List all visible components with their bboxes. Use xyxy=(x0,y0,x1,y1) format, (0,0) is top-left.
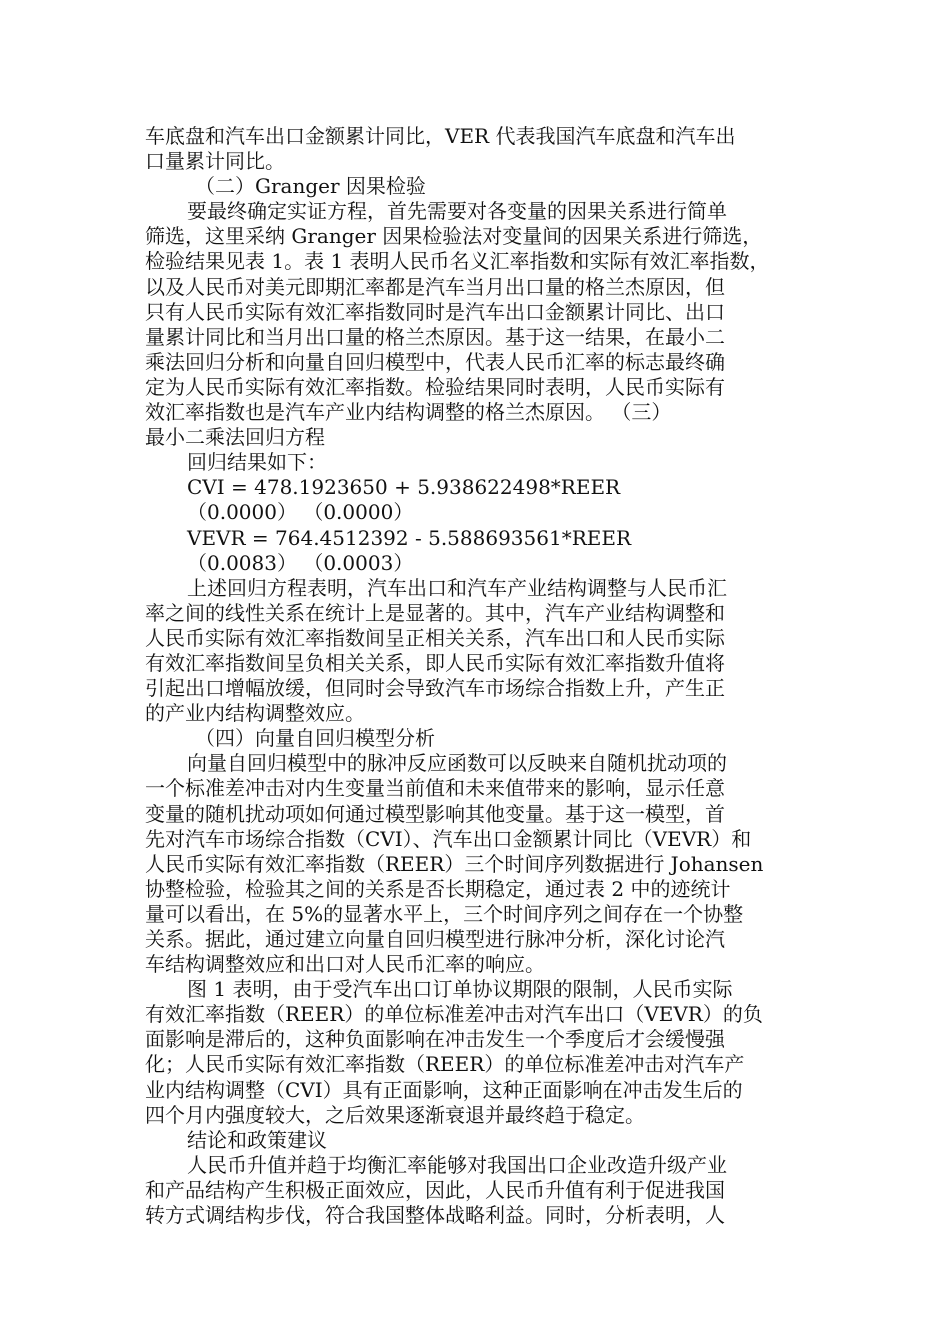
text-line: 引起出口增幅放缓，但同时会导致汽车市场综合指数上升，产生正 xyxy=(145,676,725,701)
text-line: 业内结构调整（CVI）具有正面影响，这种正面影响在冲击发生后的 xyxy=(145,1077,743,1102)
text-line: 有效汇率指数间呈负相关关系，即人民币实际有效汇率指数升值将 xyxy=(145,650,725,675)
text-line: 图 1 表明，由于受汽车出口订单协议期限的限制，人民币实际 xyxy=(187,977,733,1002)
text-line: 口量累计同比。 xyxy=(145,149,285,174)
text-line: 和产品结构产生积极正面效应，因此，人民币升值有利于促进我国 xyxy=(145,1177,725,1202)
text-line: 车底盘和汽车出口金额累计同比，VER 代表我国汽车底盘和汽车出 xyxy=(145,124,736,148)
text-line: 回归结果如下： xyxy=(187,450,327,475)
text-line: 效汇率指数也是汽车产业内结构调整的格兰杰原因。 （三） xyxy=(145,400,672,425)
text-line: 有效汇率指数（REER）的单位标准差冲击对汽车出口（VEVR）的负 xyxy=(145,1002,763,1027)
text-line: 检验结果见表 1。表 1 表明人民币名义汇率指数和实际有效汇率指数， xyxy=(145,249,770,274)
text-line: 量累计同比和当月出口量的格兰杰原因。基于这一结果，在最小二 xyxy=(145,324,725,349)
text-line: 乘法回归分析和向量自回归模型中，代表人民币汇率的标志最终确 xyxy=(145,349,725,374)
section-heading: （二）Granger 因果检验 xyxy=(195,174,426,199)
equation-vevr: VEVR = 764.4512392 - 5.588693561*REER xyxy=(187,525,632,550)
section-heading: 结论和政策建议 xyxy=(187,1127,327,1152)
equation-pvalues: （0.0000） （0.0000） xyxy=(187,500,414,525)
text-line: 上述回归方程表明，汽车出口和汽车产业结构调整与人民币汇 xyxy=(187,575,727,600)
text-line: 协整检验，检验其之间的关系是否长期稳定，通过表 2 中的迹统计 xyxy=(145,876,731,901)
section-heading: （四）向量自回归模型分析 xyxy=(195,726,435,751)
text-line: 向量自回归模型中的脉冲反应函数可以反映来自随机扰动项的 xyxy=(187,751,727,776)
section-heading: 最小二乘法回归方程 xyxy=(145,425,325,450)
equation-cvi: CVI = 478.1923650 + 5.938622498*REER xyxy=(187,475,621,500)
equation-pvalues: （0.0083） （0.0003） xyxy=(187,550,414,575)
text-line: 量可以看出，在 5%的显著水平上，三个时间序列之间存在一个协整 xyxy=(145,901,744,926)
text-line: 要最终确定实证方程，首先需要对各变量的因果关系进行简单 xyxy=(187,199,727,224)
text-line: 关系。据此，通过建立向量自回归模型进行脉冲分析，深化讨论汽 xyxy=(145,927,725,951)
text-line: 定为人民币实际有效汇率指数。检验结果同时表明，人民币实际有 xyxy=(145,374,725,399)
text-line: 只有人民币实际有效汇率指数同时是汽车出口金额累计同比、出口 xyxy=(145,299,725,324)
text-line: 面影响是滞后的，这种负面影响在冲击发生一个季度后才会缓慢强 xyxy=(145,1027,725,1052)
text-line: 化；人民币实际有效汇率指数（REER）的单位标准差冲击对汽车产 xyxy=(145,1052,745,1077)
text-line: 率之间的线性关系在统计上是显著的。其中，汽车产业结构调整和 xyxy=(145,600,725,625)
text-line: 人民币实际有效汇率指数（REER）三个时间序列数据进行 Johansen xyxy=(145,851,764,876)
text-line: 以及人民币对美元即期汇率都是汽车当月出口量的格兰杰原因，但 xyxy=(145,274,725,299)
text-line: 转方式调结构步伐，符合我国整体战略利益。同时，分析表明，人 xyxy=(145,1203,725,1228)
text-line: 先对汽车市场综合指数（CVI）、汽车出口金额累计同比（VEVR）和 xyxy=(145,826,752,851)
text-line: 变量的随机扰动项如何通过模型影响其他变量。基于这一模型，首 xyxy=(145,801,725,826)
text-line: 筛选，这里采纳 Granger 因果检验法对变量间的因果关系进行筛选， xyxy=(145,224,763,249)
text-line: 的产业内结构调整效应。 xyxy=(145,701,365,726)
text-line: 人民币升值并趋于均衡汇率能够对我国出口企业改造升级产业 xyxy=(187,1152,727,1177)
text-line: 车结构调整效应和出口对人民币汇率的响应。 xyxy=(145,952,545,977)
body-text xyxy=(145,124,817,1228)
text-line: 四个月内强度较大，之后效果逐渐衰退并最终趋于稳定。 xyxy=(145,1102,645,1127)
text-line: 一个标准差冲击对内生变量当前值和未来值带来的影响，显示任意 xyxy=(145,776,725,801)
text-line: 人民币实际有效汇率指数间呈正相关关系，汽车出口和人民币实际 xyxy=(145,625,725,650)
